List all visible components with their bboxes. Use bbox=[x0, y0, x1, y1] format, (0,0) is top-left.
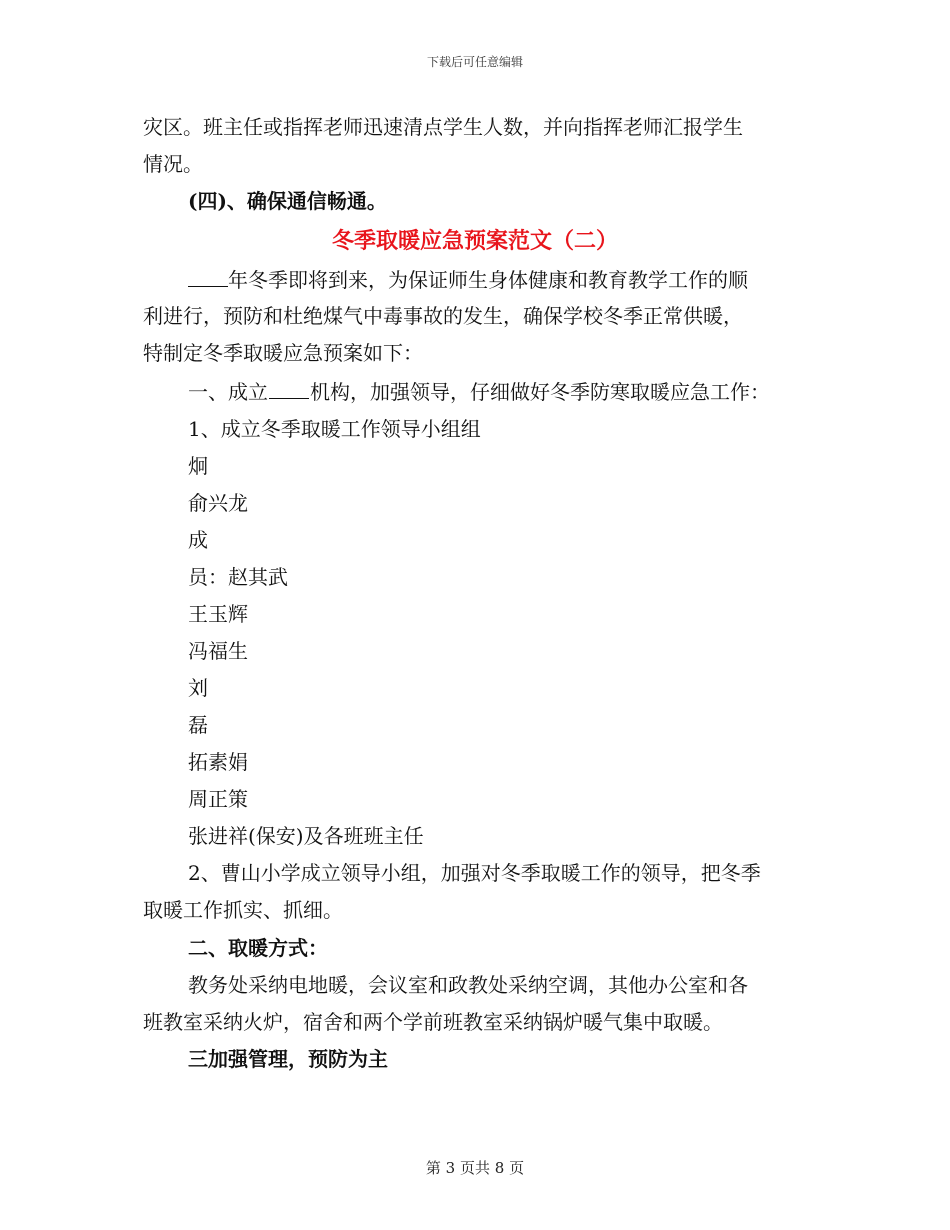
list-item: 王玉辉 bbox=[188, 602, 248, 626]
fill-in-blank bbox=[188, 266, 228, 287]
document-title: 冬季取暖应急预案范文（二） bbox=[331, 228, 618, 254]
page-header-note: 下载后可任意编辑 bbox=[426, 55, 523, 69]
section-heading-3: 三加强管理，预防为主 bbox=[188, 1047, 388, 1071]
list-item: 磊 bbox=[188, 713, 208, 737]
paragraph-line: 取暖工作抓实、抓细。 bbox=[143, 898, 343, 922]
list-item: 成 bbox=[188, 528, 208, 552]
page-footer-number: 第 3 页共 8 页 bbox=[425, 1159, 525, 1177]
paragraph-line: 灾区。班主任或指挥老师迅速清点学生人数，并向指挥老师汇报学生 bbox=[143, 115, 743, 139]
list-item: 员：赵其武 bbox=[188, 565, 288, 589]
list-item: 周正策 bbox=[188, 787, 248, 811]
fill-in-blank bbox=[269, 380, 309, 399]
paragraph-line: 特制定冬季取暖应急预案如下： bbox=[143, 341, 423, 365]
paragraph-line bbox=[188, 266, 748, 293]
list-item: 1、成立冬季取暖工作领导小组组 bbox=[188, 417, 481, 441]
section-heading-1 bbox=[188, 379, 770, 405]
paragraph-text: 年冬季即将到来，为保证师生身体健康和教育教学工作的顺 bbox=[228, 268, 748, 292]
paragraph-line: 利进行，预防和杜绝煤气中毒事故的发生，确保学校冬季正常供暖， bbox=[143, 304, 743, 328]
list-item: 俞兴龙 bbox=[188, 491, 248, 515]
paragraph-line: 班教室采纳火炉，宿舍和两个学前班教室采纳锅炉暖气集中取暖。 bbox=[143, 1010, 723, 1034]
list-item: 拓素娟 bbox=[188, 750, 248, 774]
paragraph-line: 2、曹山小学成立领导小组，加强对冬季取暖工作的领导，把冬季 bbox=[188, 861, 761, 885]
section-heading-2: 二、取暖方式： bbox=[188, 936, 328, 960]
list-item: 刘 bbox=[188, 676, 208, 700]
list-item: 冯福生 bbox=[188, 639, 248, 663]
list-item: 炯 bbox=[188, 454, 208, 478]
list-item: 张进祥(保安)及各班班主任 bbox=[188, 824, 424, 848]
paragraph-line: 教务处采纳电地暖，会议室和政教处采纳空调，其他办公室和各 bbox=[188, 973, 748, 997]
paragraph-line: 情况。 bbox=[143, 152, 203, 176]
section-text: 一、成立 bbox=[188, 380, 268, 404]
section-heading-4: (四)、确保通信畅通。 bbox=[188, 189, 387, 213]
section-text: 机构，加强领导，仔细做好冬季防寒取暖应急工作： bbox=[310, 380, 770, 404]
